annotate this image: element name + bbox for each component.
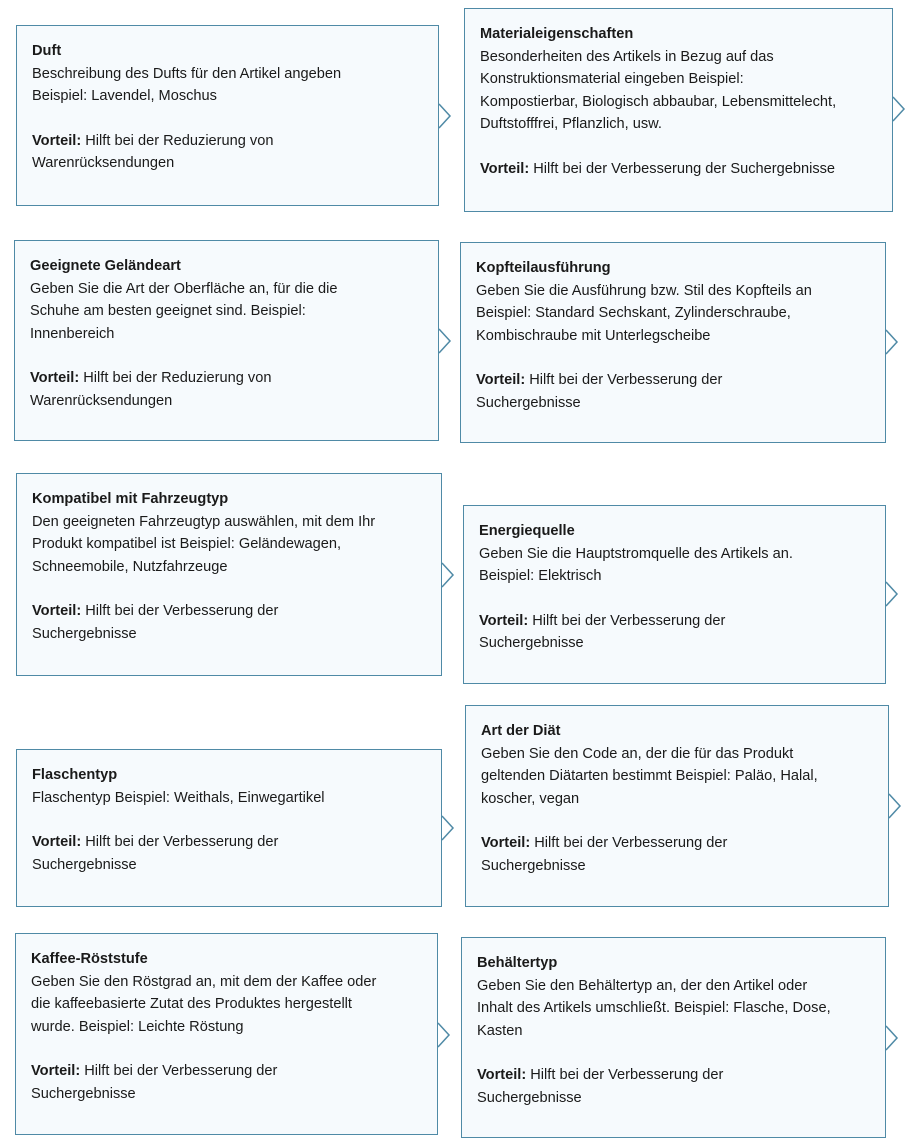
card-title: Duft bbox=[32, 43, 62, 59]
chevron-right-icon bbox=[441, 815, 455, 841]
chevron-right-icon bbox=[441, 562, 455, 588]
benefit-label: Vorteil: bbox=[30, 370, 80, 386]
card-benefit bbox=[30, 367, 424, 412]
benefit-label: Vorteil: bbox=[480, 160, 530, 177]
card-title: Behältertyp bbox=[477, 955, 558, 971]
chevron-right-icon bbox=[892, 96, 906, 122]
card-description: Beschreibung des Dufts für den Artikel angeben Beispiel: Lavendel, Moschus bbox=[32, 65, 342, 104]
card-benefit bbox=[32, 831, 427, 876]
chevron-right-icon bbox=[437, 1022, 451, 1048]
card-benefit bbox=[32, 600, 427, 645]
benefit-text: Hilft bei der Verbesserung der Suchergebnisse bbox=[31, 1063, 278, 1102]
benefit-label: Vorteil: bbox=[479, 612, 529, 629]
chevron-right-icon bbox=[885, 1025, 899, 1051]
card-description: Geben Sie den Code an, der die für das Produkt geltenden Diätarten bestimmt Beispiel: Paläo, Halal, koscher, vegan bbox=[481, 745, 818, 807]
chevron-right-icon bbox=[438, 103, 452, 129]
benefit-label: Vorteil: bbox=[31, 1063, 81, 1079]
attribute-card-kopfteilausfuehrung bbox=[460, 242, 886, 443]
attribute-card-energiequelle bbox=[463, 505, 886, 684]
benefit-label: Vorteil: bbox=[32, 603, 82, 619]
attribute-card-fahrzeugtyp bbox=[16, 473, 442, 676]
attribute-card-materialeigenschaften bbox=[464, 8, 893, 212]
card-benefit bbox=[476, 369, 871, 414]
card-description: Den geeigneten Fahrzeugtyp auswählen, mit dem Ihr Produkt kompatibel ist Beispiel: Geländewagen, Schneemobile, Nutzfahrzeuge bbox=[32, 513, 376, 575]
benefit-text: Hilft bei der Verbesserung der Suchergebnisse bbox=[533, 160, 836, 177]
card-title: Kaffee-Röststufe bbox=[31, 951, 148, 967]
card-title: Art der Diät bbox=[481, 723, 561, 739]
card-description: Geben Sie den Behältertyp an, der den Artikel oder Inhalt des Artikels umschließt. Beispiel: Flasche, Dose, Kasten bbox=[477, 977, 831, 1039]
card-benefit bbox=[481, 832, 874, 877]
attribute-card-flaschentyp bbox=[16, 749, 442, 907]
card-description: Besonderheiten des Artikels in Bezug auf das Konstruktionsmaterial eingeben Beispiel: Kompostierbar, Biologisch abbaubar, Lebensmittelecht, Duftstofffrei, Pflanzlich, usw. bbox=[480, 48, 837, 132]
benefit-text: Hilft bei der Verbesserung der Suchergebnisse bbox=[481, 835, 728, 874]
card-benefit bbox=[477, 1064, 871, 1109]
attribute-card-kaffee-roeststufe bbox=[15, 933, 438, 1135]
attribute-card-gelaendeart bbox=[14, 240, 439, 441]
benefit-label: Vorteil: bbox=[477, 1067, 527, 1083]
card-title: Materialeigenschaften bbox=[480, 26, 634, 42]
benefit-label: Vorteil: bbox=[32, 132, 82, 149]
card-benefit bbox=[31, 1060, 423, 1105]
benefit-text: Hilft bei der Verbesserung der Suchergebnisse bbox=[479, 612, 726, 651]
card-description: Geben Sie die Hauptstromquelle des Artikels an. Beispiel: Elektrisch bbox=[479, 545, 793, 584]
card-description: Geben Sie die Art der Oberfläche an, für die die Schuhe am besten geeignet sind. Beispiel: Innenbereich bbox=[30, 280, 338, 342]
benefit-text: Hilft bei der Reduzierung von Warenrücksendungen bbox=[30, 370, 272, 409]
benefit-label: Vorteil: bbox=[476, 372, 526, 388]
attribute-card-duft bbox=[16, 25, 439, 206]
benefit-text: Hilft bei der Verbesserung der Suchergebnisse bbox=[476, 372, 723, 411]
card-description: Geben Sie den Röstgrad an, mit dem der Kaffee oder die kaffeebasierte Zutat des Produktes hergestellt wurde. Beispiel: Leichte Röstung bbox=[31, 973, 377, 1035]
attribute-card-art-der-diaet bbox=[465, 705, 889, 907]
benefit-label: Vorteil: bbox=[32, 834, 82, 850]
card-title: Geeignete Geländeart bbox=[30, 258, 181, 274]
card-title: Energiequelle bbox=[479, 523, 575, 539]
card-title: Kopfteilausführung bbox=[476, 260, 611, 276]
benefit-text: Hilft bei der Verbesserung der Suchergebnisse bbox=[32, 603, 279, 642]
chevron-right-icon bbox=[885, 329, 899, 355]
card-title: Kompatibel mit Fahrzeugtyp bbox=[32, 491, 229, 507]
card-benefit bbox=[32, 130, 424, 175]
attribute-card-behaeltertyp bbox=[461, 937, 886, 1138]
card-benefit bbox=[479, 610, 871, 655]
chevron-right-icon bbox=[438, 328, 452, 354]
card-title: Flaschentyp bbox=[32, 767, 118, 783]
benefit-text: Hilft bei der Verbesserung der Suchergebnisse bbox=[32, 834, 279, 873]
chevron-right-icon bbox=[885, 581, 899, 607]
card-description: Geben Sie die Ausführung bzw. Stil des Kopfteils an Beispiel: Standard Sechskant, Zylinderschraube, Kombischraube mit Unterlegscheibe bbox=[476, 282, 812, 344]
card-benefit bbox=[480, 158, 878, 181]
chevron-right-icon bbox=[888, 793, 902, 819]
benefit-text: Hilft bei der Verbesserung der Suchergebnisse bbox=[477, 1067, 724, 1106]
card-description: Flaschentyp Beispiel: Weithals, Einwegartikel bbox=[32, 789, 325, 806]
benefit-text: Hilft bei der Reduzierung von Warenrücksendungen bbox=[32, 132, 274, 171]
benefit-label: Vorteil: bbox=[481, 835, 531, 851]
